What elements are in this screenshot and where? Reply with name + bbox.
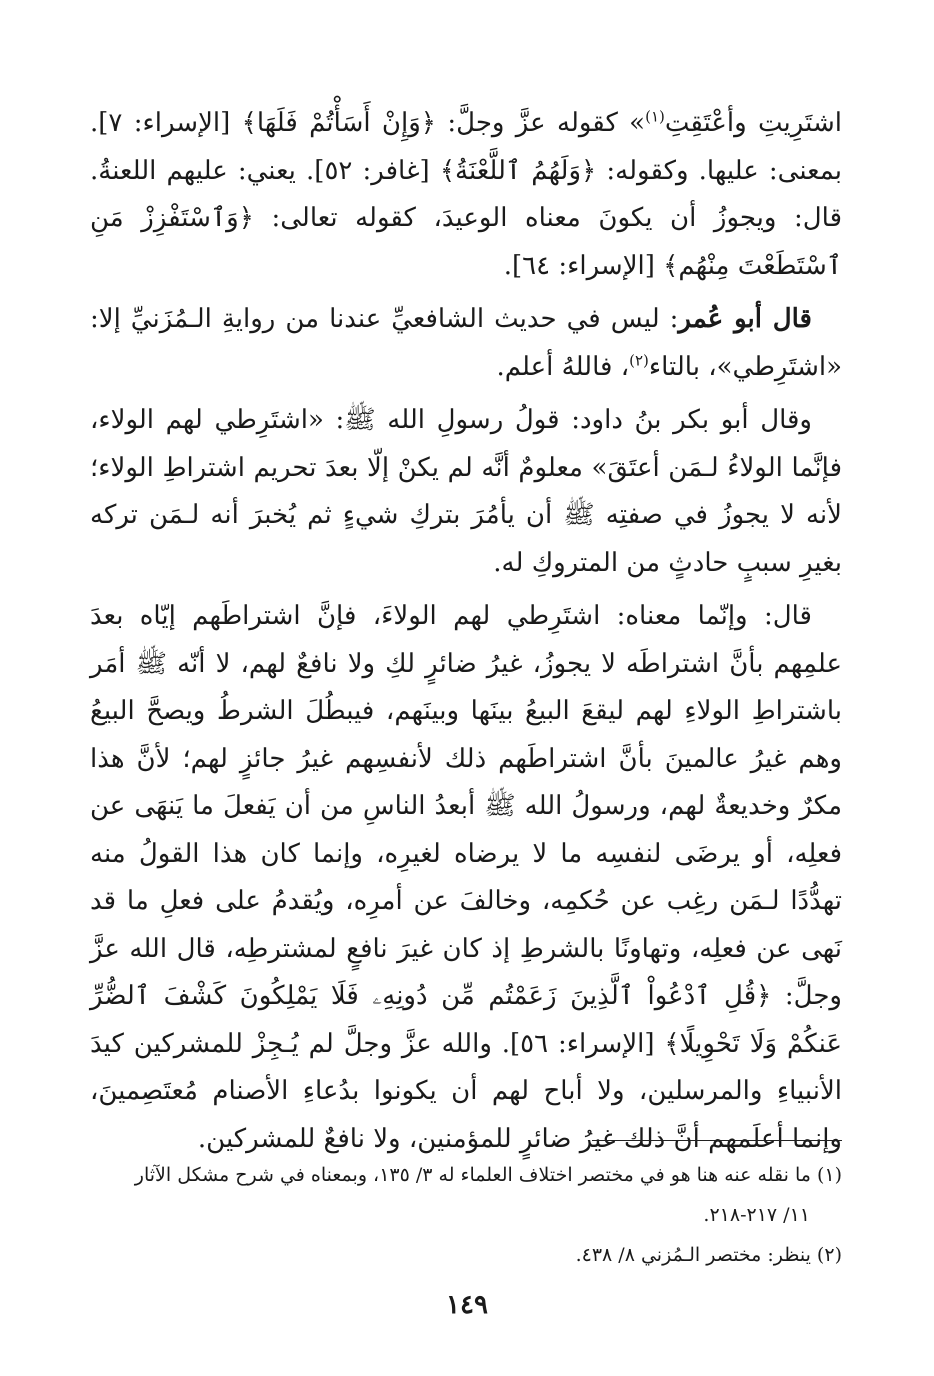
paragraph-2-text: : ليس في حديث الشافعيِّ عندنا من روايةِ الـمُزَنيِّ إلا: «اشتَرِطي»، بالتاء	[90, 304, 842, 382]
footnote-ref-1[interactable]: (١)	[645, 107, 665, 126]
footnote-2-line-1: (٢) ينظر: مختصر الـمُزني ٨/ ٤٣٨.	[575, 1244, 842, 1266]
paragraph-4	[90, 593, 842, 1163]
paragraph-2-lead: قال أبو عُمر	[678, 304, 812, 334]
paragraph-1-text-after: » كقوله عزَّ وجلَّ: ﴿وَإِنْ أَسَأْتُمْ فَلَهَا﴾ [الإسراء: ٧]. بمعنى: عليها. وكقوله: ﴿وَلَهُمُ ٱللَّعْنَةُ﴾ [غافر: ٥٢]. يعني: عليهم اللعنةُ. قال: ويجوزُ أن يكونَ معناه الوعيدَ، كقوله تعالى: ﴿وَٱسْتَفْزِزْ مَنِ ٱسْتَطَعْتَ مِنْهُم﴾ [الإسراء: ٦٤].	[90, 108, 842, 281]
footnote-ref-2[interactable]: (٢)	[629, 350, 649, 369]
paragraph-1	[90, 100, 842, 290]
page-number: ١٤٩	[446, 1290, 488, 1320]
paragraph-3-text: وقال أبو بكر بنُ داود: قولُ رسولِ الله ﷺ: «اشتَرِطي لهم الولاء، فإنَّما الولاءُ لـمَن أعتَقَ» معلومٌ أنَّه لم يكنْ إلّا بعدَ تحريم اشتراطِ الولاء؛ لأنه لا يجوزُ في صفتِه ﷺ أن يأمُرَ بتركِ شيءٍ ثم يُخبرَ أنه لـمَن تركه بغيرِ سببٍ حادثٍ من المتروكِ له.	[90, 405, 842, 578]
paragraph-3	[90, 397, 842, 587]
paragraph-4-text: قال: وإنّما معناه: اشتَرِطي لهم الولاءَ، فإنَّ اشتراطَهم إيّاه بعدَ علمِهم بأنَّ اشتراطَه لا يجوزُ، غيرُ ضائرٍ لكِ ولا نافعٌ لهم، لا أنّه ﷺ أمَر باشتراطِ الولاءِ لهم ليقعَ البيعُ بينَها وبينَهم، فيبطُلَ الشرطُ ويصحَّ البيعُ وهم غيرُ عالمينَ بأنَّ اشتراطَهم ذلك لأنفسِهم غيرُ جائزٍ لهم؛ لأنَّ هذا مكرٌ وخديعةٌ لهم، ورسولُ الله ﷺ أبعدُ الناسِ من أن يَفعلَ ما يَنهَى عن فعلِه، أو يرضَى لنفسِه ما لا يرضاه لغيرِه، وإنما كان هذا القولُ منه تهدُّدًا لـمَن رغِب عن حُكمِه، وخالفَ عن أمرِه، ويُقدمُ على فعلِ ما قد نَهى عن فعلِه، وتهاونًا بالشرطِ إذ كان غيرَ نافعٍ لمشترطِه، قال الله عزَّ وجلَّ: ﴿قُلِ ٱدْعُواْ ٱلَّذِينَ زَعَمْتُم مِّن دُونِهِۦ فَلَا يَمْلِكُونَ كَشْفَ ٱلضُّرِّ عَنكُمْ وَلَا تَحْوِيلًا﴾ [الإسراء: ٥٦]. والله عزَّ وجلَّ لم يُـجِزْ للمشركين كيدَ الأنبياءِ والمرسلين، ولا أباح لهم أن يكونوا بدُعاءِ الأصنام مُعتَصِمينَ، وإنما أعلَمهم أنَّ ذلك غيرُ ضائرٍ للمؤمنين، ولا نافعٌ للمشركين.	[90, 601, 842, 1154]
footnote-separator	[592, 1140, 842, 1141]
footnote-1-line-2: ١١/ ٢١٧-٢١٨.	[703, 1204, 810, 1226]
paragraph-2	[90, 296, 842, 391]
footnote-2	[90, 1235, 842, 1275]
paragraph-2-text-after: ، فاللهُ أعلم.	[496, 351, 630, 382]
page-body	[90, 100, 842, 1163]
footnote-1	[90, 1155, 842, 1235]
footnotes	[90, 1155, 842, 1275]
paragraph-1-text: اشتَرِيتِ وأعْتَقِتِ	[664, 108, 842, 138]
footnote-1-line-1: (١) ما نقله عنه هنا هو في مختصر اختلاف العلماء له ٣/ ١٣٥، وبمعناه في شرح مشكل الآثار	[134, 1164, 842, 1186]
